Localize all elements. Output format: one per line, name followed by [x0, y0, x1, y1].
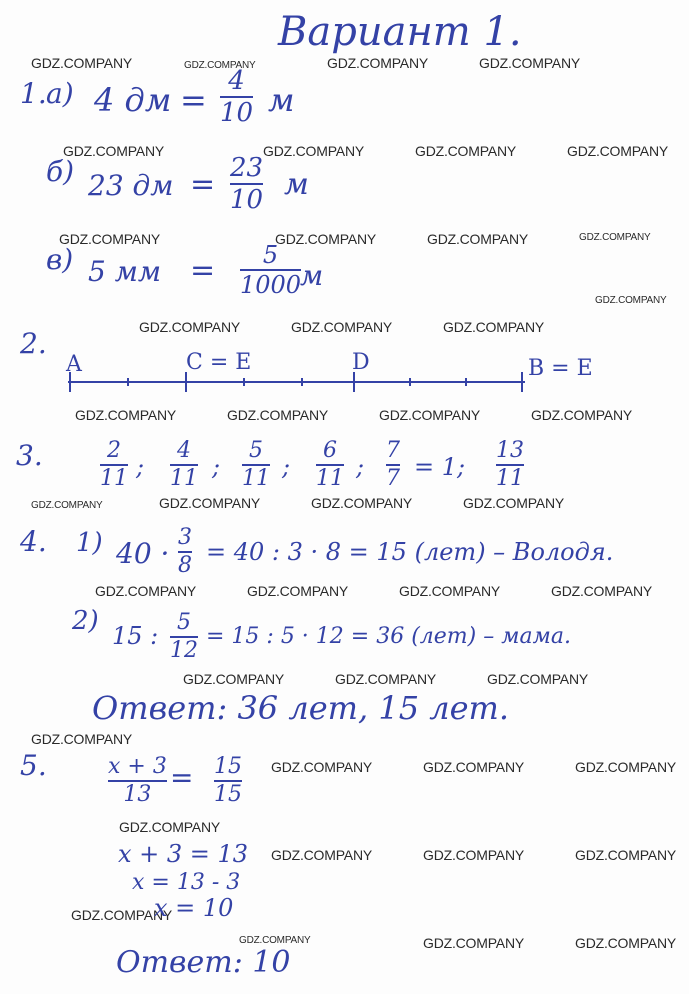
- denominator: 11: [496, 466, 524, 491]
- task4-step2-fraction: [170, 612, 198, 662]
- watermark: GDZ.COMPANY: [379, 407, 480, 423]
- numerator: x + 3: [108, 754, 167, 779]
- task3-equals-one: = 1;: [414, 453, 466, 481]
- numerator: 2: [107, 438, 121, 463]
- task1-v-fraction: [240, 243, 301, 297]
- watermark: GDZ.COMPANY: [75, 407, 176, 423]
- watermark: GDZ.COMPANY: [567, 143, 668, 159]
- task1-v-lhs: 5 мм: [88, 255, 162, 288]
- task5-line3: x = 10: [154, 894, 234, 922]
- watermark: GDZ.COMPANY: [487, 671, 588, 687]
- task1-a-marker: а): [46, 77, 74, 110]
- watermark: GDZ.COMPANY: [575, 847, 676, 863]
- numerator: 5: [249, 438, 263, 463]
- watermark: GDZ.COMPANY: [575, 759, 676, 775]
- denominator: 11: [242, 466, 270, 491]
- numerator: 4: [228, 66, 245, 96]
- task2-label: 2.: [20, 327, 47, 360]
- watermark: GDZ.COMPANY: [311, 495, 412, 511]
- task4-step1-lhs: 40 ·: [116, 537, 170, 570]
- denominator: 10: [230, 185, 264, 215]
- watermark: GDZ.COMPANY: [275, 231, 376, 247]
- watermark: GDZ.COMPANY: [63, 143, 164, 159]
- numerator: 6: [323, 438, 337, 463]
- task3-fraction-3: [242, 440, 270, 490]
- page-title: Вариант 1.: [278, 9, 522, 55]
- task4-step1-marker: 1): [76, 528, 103, 558]
- watermark: GDZ.COMPANY: [119, 819, 220, 835]
- task1-b-eq: =: [190, 167, 216, 202]
- watermark: GDZ.COMPANY: [327, 55, 428, 71]
- task3-fraction-6: [496, 440, 524, 490]
- task5-line2: x = 13 - 3: [132, 870, 241, 895]
- task3-separator: ;: [136, 453, 145, 481]
- denominator: 11: [100, 466, 128, 491]
- watermark: GDZ.COMPANY: [271, 847, 372, 863]
- watermark: GDZ.COMPANY: [423, 935, 524, 951]
- denominator: 10: [220, 98, 254, 128]
- task1-b-unit: м: [284, 167, 309, 202]
- watermark: GDZ.COMPANY: [399, 583, 500, 599]
- task4-answer: Ответ: 36 лет, 15 лет.: [92, 689, 510, 727]
- watermark: GDZ.COMPANY: [183, 671, 284, 687]
- numerator: 13: [496, 438, 524, 463]
- numerator: 4: [177, 438, 191, 463]
- task5-left-fraction: [108, 756, 167, 806]
- watermark: GDZ.COMPANY: [71, 907, 172, 923]
- watermark: GDZ.COMPANY: [95, 583, 196, 599]
- numerator: 5: [177, 610, 191, 635]
- task3-separator: ;: [212, 453, 221, 481]
- task1-a-lhs: 4 дм: [94, 81, 172, 119]
- denominator: 1000: [240, 271, 302, 299]
- watermark: GDZ.COMPANY: [139, 319, 240, 335]
- watermark: GDZ.COMPANY: [247, 583, 348, 599]
- denominator: 13: [123, 782, 152, 807]
- number-line: [60, 370, 530, 394]
- denominator: 11: [170, 466, 198, 491]
- task4-step2-lhs: 15 :: [112, 622, 159, 650]
- numerator: 5: [262, 241, 279, 269]
- task4-step1-rhs: = 40 : 3 · 8 = 15 (лет) – Володя.: [206, 538, 614, 566]
- task1-v-unit: м: [300, 259, 324, 292]
- denominator: 7: [386, 466, 400, 491]
- task1-v-eq: =: [190, 253, 216, 288]
- watermark: GDZ.COMPANY: [551, 583, 652, 599]
- denominator: 8: [178, 553, 192, 578]
- watermark: GDZ.COMPANY: [443, 319, 544, 335]
- task4-step1-fraction: [178, 527, 192, 577]
- watermark: GDZ.COMPANY: [575, 935, 676, 951]
- watermark: GDZ.COMPANY: [415, 143, 516, 159]
- watermark: GDZ.COMPANY: [59, 231, 160, 247]
- watermark: GDZ.COMPANY: [184, 60, 256, 71]
- numerator: 7: [386, 438, 400, 463]
- task4-step2-rhs: = 15 : 5 · 12 = 36 (лет) – мама.: [206, 624, 571, 649]
- task3-fraction-4: [316, 440, 344, 490]
- task3-fraction-5: [386, 440, 400, 490]
- watermark: GDZ.COMPANY: [31, 55, 132, 71]
- watermark: GDZ.COMPANY: [479, 55, 580, 71]
- point-be-label: B = E: [528, 356, 593, 381]
- watermark: GDZ.COMPANY: [335, 671, 436, 687]
- watermark: GDZ.COMPANY: [227, 407, 328, 423]
- task4-label: 4.: [20, 525, 47, 558]
- watermark: GDZ.COMPANY: [271, 759, 372, 775]
- task3-fraction-2: [170, 440, 198, 490]
- numerator: 15: [214, 754, 242, 779]
- denominator: 12: [170, 638, 198, 663]
- task5-eq: =: [170, 761, 194, 794]
- task3-fraction-1: [100, 440, 128, 490]
- task1-label: 1.: [20, 77, 47, 110]
- watermark: GDZ.COMPANY: [463, 495, 564, 511]
- watermark: GDZ.COMPANY: [579, 232, 651, 243]
- point-d-label: D: [352, 350, 370, 375]
- watermark: GDZ.COMPANY: [239, 935, 311, 946]
- point-ce-label: C = E: [186, 350, 252, 375]
- task3-label: 3.: [16, 439, 43, 472]
- watermark: GDZ.COMPANY: [263, 143, 364, 159]
- watermark: GDZ.COMPANY: [291, 319, 392, 335]
- watermark: GDZ.COMPANY: [31, 500, 103, 511]
- watermark: GDZ.COMPANY: [595, 295, 667, 306]
- task3-separator: ;: [356, 453, 365, 481]
- task1-v-marker: в): [46, 243, 74, 276]
- denominator: 11: [316, 466, 344, 491]
- numerator: 3: [178, 525, 192, 550]
- task1-a-eq: =: [180, 81, 207, 119]
- task5-right-fraction: [214, 756, 242, 806]
- task1-b-lhs: 23 дм: [88, 169, 174, 202]
- denominator: 15: [214, 782, 242, 807]
- task4-step2-marker: 2): [72, 606, 99, 636]
- task1-a-fraction: [220, 68, 253, 126]
- task5-line1: x + 3 = 13: [118, 840, 249, 868]
- task5-answer: Ответ: 10: [116, 945, 291, 980]
- task5-label: 5.: [20, 749, 47, 782]
- task1-a-unit: м: [268, 81, 295, 119]
- task1-b-fraction: [230, 155, 263, 213]
- numerator: 23: [230, 153, 264, 183]
- point-a-label: A: [66, 352, 82, 377]
- watermark: GDZ.COMPANY: [159, 495, 260, 511]
- watermark: GDZ.COMPANY: [427, 231, 528, 247]
- watermark: GDZ.COMPANY: [423, 847, 524, 863]
- watermark: GDZ.COMPANY: [531, 407, 632, 423]
- watermark: GDZ.COMPANY: [423, 759, 524, 775]
- watermark: GDZ.COMPANY: [31, 731, 132, 747]
- task1-b-marker: б): [46, 155, 75, 188]
- task3-separator: ;: [282, 453, 291, 481]
